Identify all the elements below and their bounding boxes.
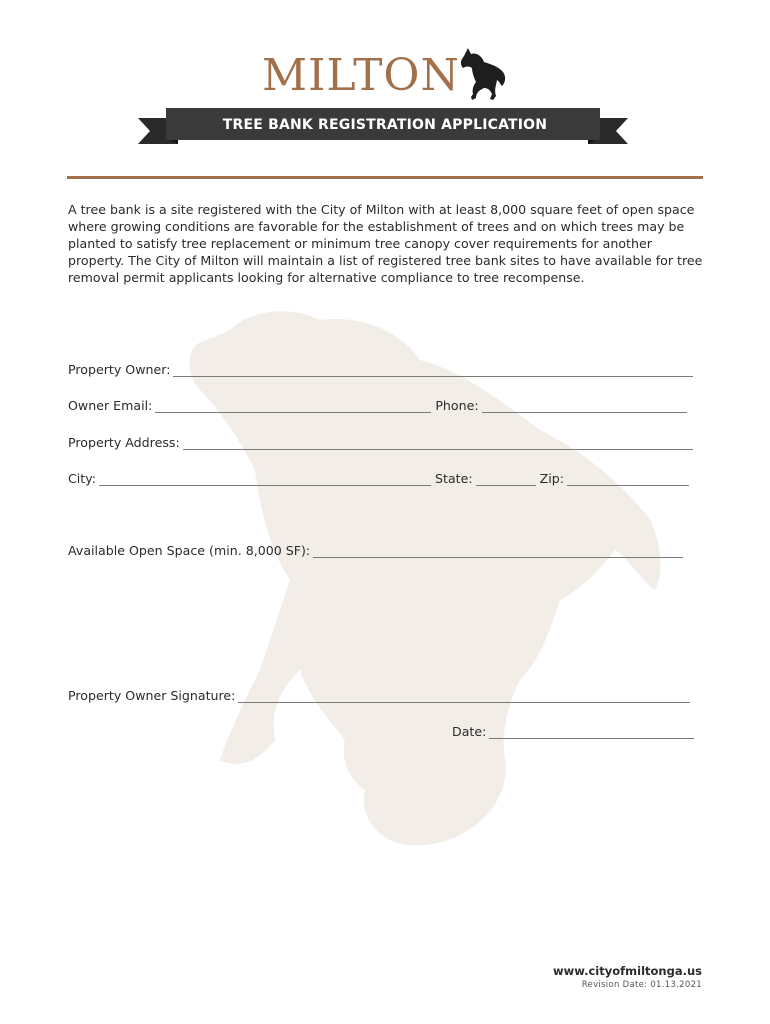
- owner-email-row: [68, 395, 687, 413]
- property-owner-row: [68, 359, 693, 377]
- property-owner-label: Property Owner:: [68, 362, 171, 377]
- open-space-field[interactable]: [313, 544, 683, 558]
- city-field[interactable]: [99, 472, 431, 486]
- intro-paragraph: A tree bank is a site registered with the City of Milton with at least 8,000 square feet of open space where growing conditions are favorable for the establishment of trees and on which trees may be planted to satisfy tree replacement or minimum tree canopy cover requirements for another property. The City of Milton will maintain a list of registered tree bank sites to have available for tree removal permit applicants looking for alternative compliance to tree recompense.: [68, 202, 703, 285]
- open-space-label: Available Open Space (min. 8,000 SF):: [68, 543, 311, 558]
- signature-row: [68, 685, 690, 703]
- website-link[interactable]: www.cityofmiltonga.us: [552, 964, 702, 978]
- property-address-label: Property Address:: [68, 435, 180, 450]
- milton-logo: [262, 46, 508, 104]
- logo-text: MILTON: [262, 50, 460, 101]
- property-address-row: [68, 432, 693, 450]
- revision-date: Revision Date: 01.13.2021: [581, 980, 702, 990]
- property-address-field[interactable]: [183, 436, 693, 450]
- header-divider: [67, 176, 703, 179]
- date-row: [452, 721, 694, 739]
- date-field[interactable]: [489, 725, 694, 739]
- property-owner-field[interactable]: [173, 363, 693, 377]
- state-field[interactable]: [476, 472, 536, 486]
- signature-label: Property Owner Signature:: [68, 688, 236, 703]
- owner-email-label: Owner Email:: [68, 398, 153, 413]
- horse-icon: [456, 46, 508, 102]
- phone-field[interactable]: [482, 399, 687, 413]
- owner-email-field[interactable]: [155, 399, 431, 413]
- open-space-row: [68, 540, 683, 558]
- date-label: Date:: [452, 724, 487, 739]
- signature-field[interactable]: [238, 689, 690, 703]
- form-title: TREE BANK REGISTRATION APPLICATION: [222, 117, 548, 133]
- zip-label: Zip:: [539, 471, 564, 486]
- city-label: City:: [68, 471, 97, 486]
- phone-label: Phone:: [435, 398, 479, 413]
- zip-field[interactable]: [567, 472, 689, 486]
- state-label: State:: [435, 471, 473, 486]
- city-state-zip-row: [68, 468, 689, 486]
